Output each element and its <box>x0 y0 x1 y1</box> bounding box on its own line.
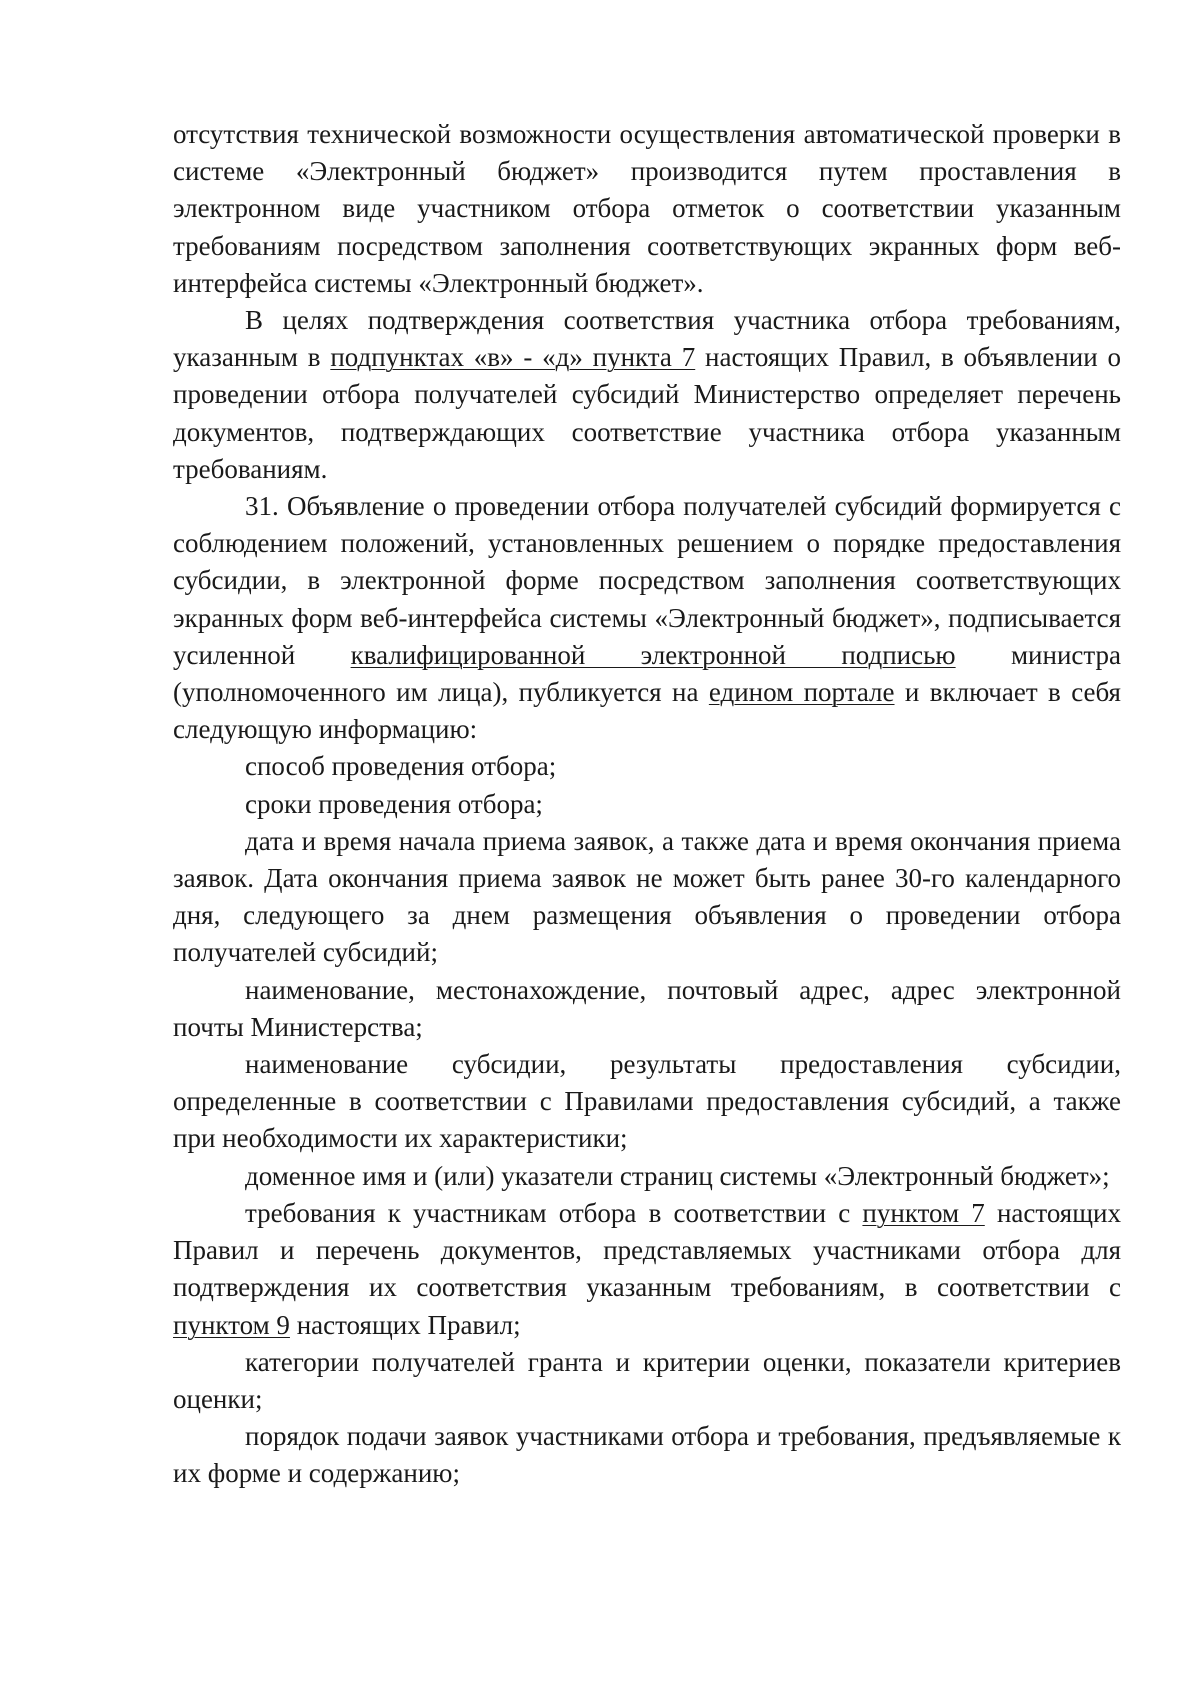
document-link[interactable]: пунктом 7 <box>862 1197 985 1228</box>
paragraph-text: настоящих Правил, в объявлении о проведении отбора получателей субсидий Министерство определяет перечень документов, подтверждающих соответствие участника отбора указанным требованиям. <box>173 342 1121 484</box>
document-page <box>173 116 1121 1493</box>
paragraph <box>173 1158 1121 1195</box>
paragraph <box>173 748 1121 785</box>
paragraph-text: 31. Объявление о проведении отбора получателей субсидий формируется с соблюдением положений, установленных решением о порядке предоставления субсидии, в электронной форме посредством заполнения соответствующих экранных форм веб-интерфейса системы «Электронный бюджет», подписывается усиленной <box>173 491 1121 670</box>
paragraph-text: настоящих Правил и перечень документов, представляемых участниками отбора для подтверждения их соответствия указанным требованиям, в соответствии с <box>173 1197 1121 1303</box>
document-link[interactable]: едином портале <box>708 677 895 708</box>
paragraph-text: и включает в себя следующую информацию: <box>173 677 1121 745</box>
paragraph <box>173 1195 1121 1344</box>
document-link[interactable]: пунктом 9 <box>173 1309 290 1340</box>
paragraph-text: способ проведения отбора; <box>245 751 557 782</box>
paragraph <box>173 1344 1121 1418</box>
paragraph-text: дата и время начала приема заявок, а также дата и время окончания приема заявок. Дата окончания приема заявок не может быть ранее 30-го календарного дня, следующего за днем размещения объявления о проведении отбора получателей субсидий; <box>173 825 1121 968</box>
paragraph-text: наименование, местонахождение, почтовый адрес, адрес электронной почты Министерства; <box>173 974 1121 1042</box>
paragraph-text: порядок подачи заявок участниками отбора и требования, предъявляемые к их форме и содержанию; <box>173 1421 1121 1489</box>
paragraph-text: министра (уполномоченного им лица), публикуется на <box>173 639 1121 708</box>
paragraph <box>173 1418 1121 1492</box>
paragraph-text: доменное имя и (или) указатели страниц системы «Электронный бюджет»; <box>245 1160 1110 1191</box>
paragraph <box>173 302 1121 488</box>
document-body <box>173 116 1121 1493</box>
paragraph-text: категории получателей гранта и критерии оценки, показатели критериев оценки; <box>173 1346 1121 1414</box>
paragraph <box>173 488 1121 748</box>
paragraph <box>173 1046 1121 1158</box>
document-link[interactable]: квалифицированной электронной подписью <box>350 639 956 670</box>
paragraph-text: В целях подтверждения соответствия участника отбора требованиям, указанным в <box>173 305 1121 373</box>
paragraph-text: требования к участникам отбора в соответствии с <box>245 1197 863 1228</box>
paragraph-text: отсутствия технической возможности осуществления автоматической проверки в системе «Электронный бюджет» производится путем проставления в электронном виде участником отбора отметок о соответствии указанным требованиям посредством заполнения соответствующих экранных форм веб-интерфейса системы «Электронный бюджет». <box>173 119 1121 298</box>
document-link[interactable]: подпунктах «в» - «д» пункта 7 <box>330 342 696 373</box>
paragraph-text: наименование субсидии, результаты предоставления субсидии, определенные в соответствии с Правилами предоставления субсидий, а также при необходимости их характеристики; <box>173 1049 1121 1154</box>
paragraph <box>173 116 1121 302</box>
paragraph <box>173 786 1121 823</box>
paragraph-text: сроки проведения отбора; <box>245 788 543 819</box>
paragraph-text: настоящих Правил; <box>289 1309 521 1340</box>
paragraph <box>173 823 1121 972</box>
paragraph <box>173 972 1121 1046</box>
